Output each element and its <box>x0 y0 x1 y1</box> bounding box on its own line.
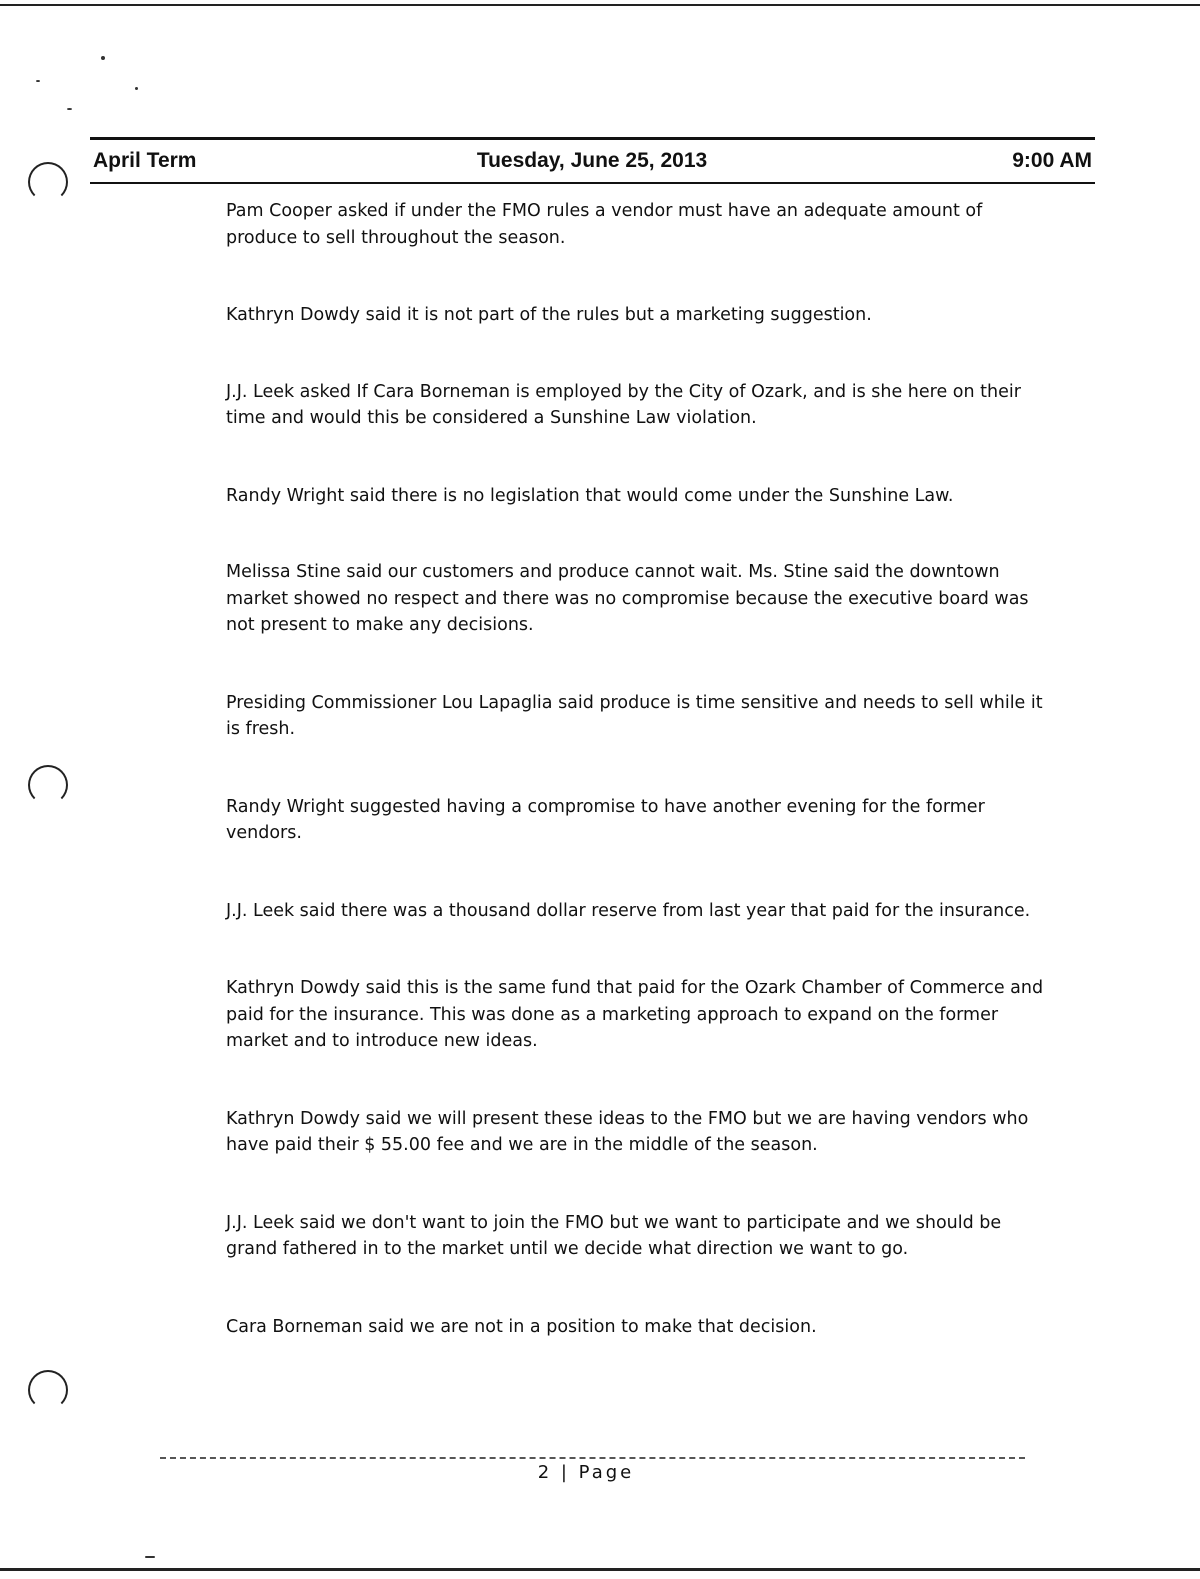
header-rule-bottom <box>90 182 1095 184</box>
minutes-paragraph: J.J. Leek said we don't want to join the FMO but we want to participate and we should be grand fathered in to the market until we decide what direction we want to go. <box>226 1212 1002 1259</box>
minutes-paragraph: Cara Borneman said we are not in a position to make that decision. <box>226 1316 817 1337</box>
scan-edge-top <box>0 4 1200 6</box>
scan-speck <box>36 80 40 82</box>
minutes-paragraph: Randy Wright suggested having a compromise to have another evening for the former vendors. <box>226 796 985 843</box>
scan-speck <box>145 1556 155 1558</box>
header-time: 9:00 AM <box>1012 149 1092 172</box>
minutes-paragraph: Pam Cooper asked if under the FMO rules a vendor must have an adequate amount of produce to sell throughout the season. <box>226 201 983 248</box>
footer-rule <box>160 1457 1025 1459</box>
minutes-paragraph: Presiding Commissioner Lou Lapaglia said produce is time sensitive and needs to sell while it is fresh. <box>226 692 1043 739</box>
header-term: April Term <box>93 149 197 172</box>
minutes-body <box>226 198 1046 1340</box>
minutes-paragraph: J.J. Leek said there was a thousand dollar reserve from last year that paid for the insurance. <box>226 900 1031 921</box>
page-number: 2 | Page <box>537 1462 635 1483</box>
minutes-paragraph: Melissa Stine said our customers and produce cannot wait. Ms. Stine said the downtown market showed no respect and there was no compromise because the executive board was not present to make any decisions. <box>226 562 1029 635</box>
header-rule-top <box>90 137 1095 140</box>
punch-hole <box>28 765 68 805</box>
minutes-paragraph: Kathryn Dowdy said this is the same fund that paid for the Ozark Chamber of Commerce and paid for the insurance. This was done as a marketing approach to expand on the former market and to introduce new ideas. <box>226 978 1044 1051</box>
scan-edge-bottom <box>0 1568 1200 1571</box>
scan-speck <box>67 108 72 110</box>
minutes-paragraph: Kathryn Dowdy said we will present these ideas to the FMO but we are having vendors who have paid their $ 55.00 fee and we are in the middle of the season. <box>226 1108 1029 1155</box>
scan-speck <box>135 87 138 90</box>
header-date: Tuesday, June 25, 2013 <box>476 149 708 172</box>
minutes-paragraph: J.J. Leek asked If Cara Borneman is employed by the City of Ozark, and is she here on their time and would this be considered a Sunshine Law violation. <box>226 381 1021 428</box>
punch-hole <box>28 1370 68 1410</box>
minutes-paragraph: Randy Wright said there is no legislation that would come under the Sunshine Law. <box>226 485 954 506</box>
minutes-paragraph: Kathryn Dowdy said it is not part of the rules but a marketing suggestion. <box>226 305 872 325</box>
scan-speck <box>101 56 105 60</box>
